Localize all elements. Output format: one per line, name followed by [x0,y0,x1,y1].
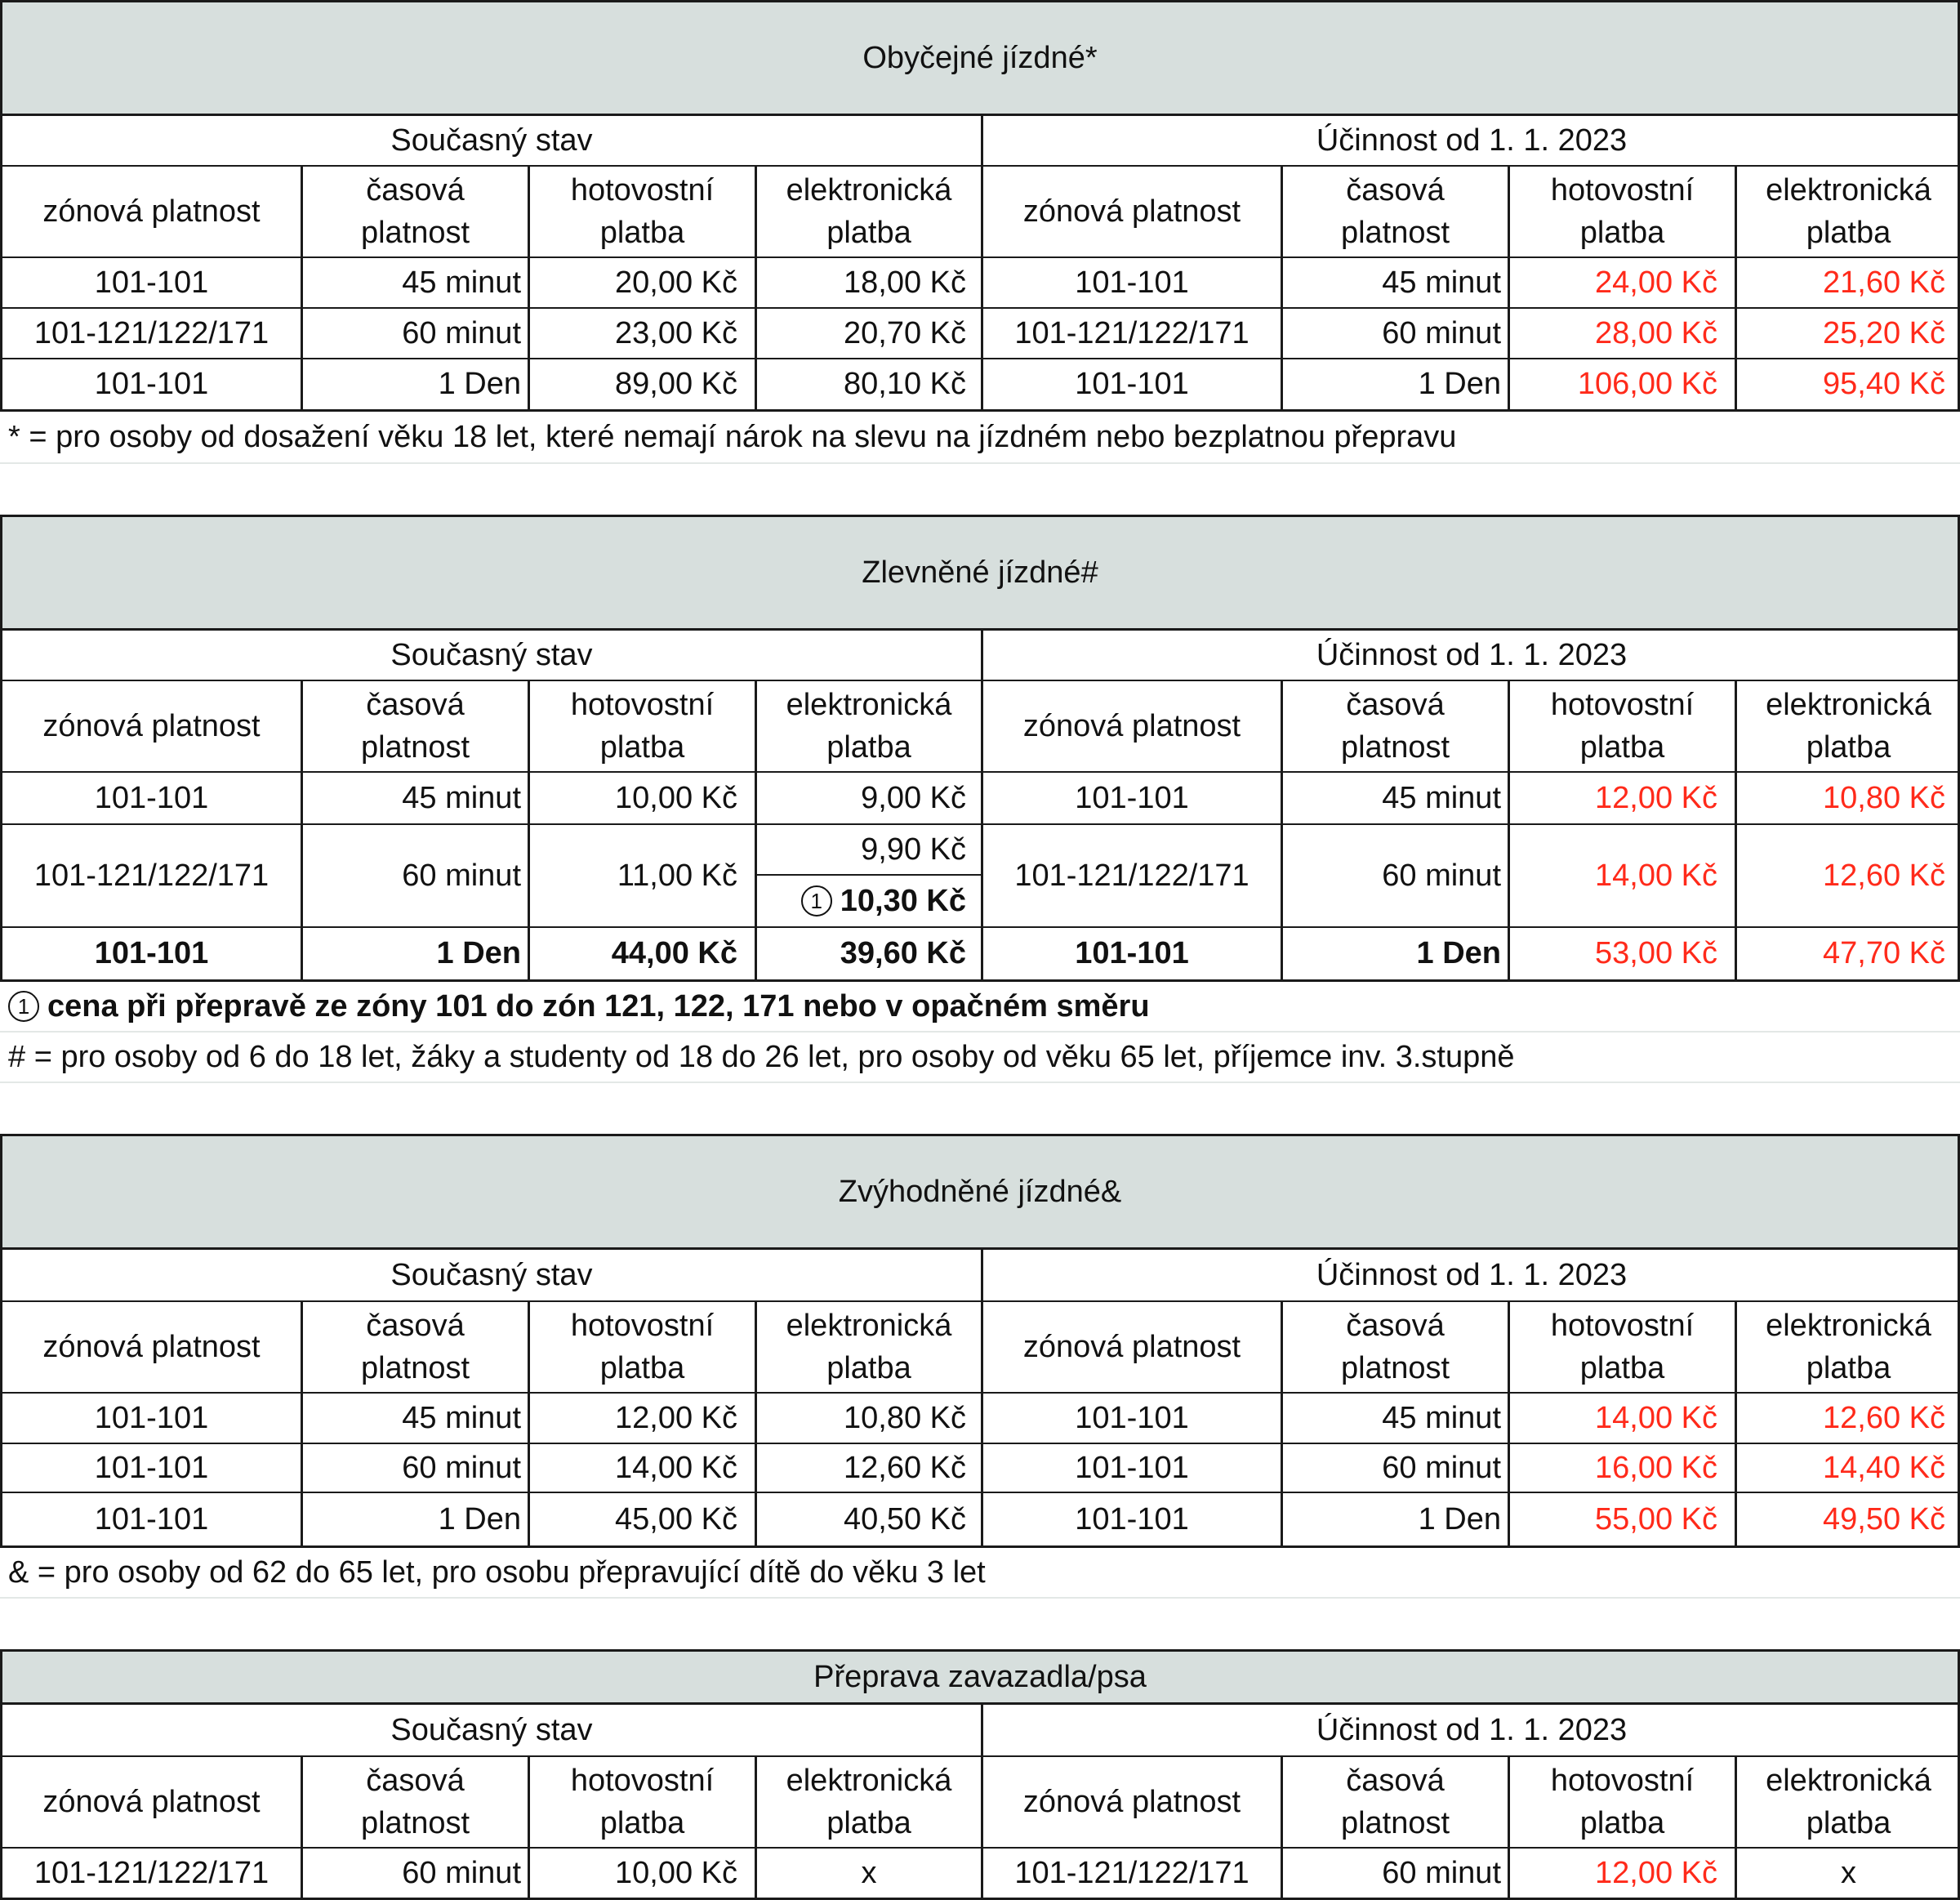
footnote-circled: 1 cena při přepravě ze zóny 101 do zón 121, 122, 171 nebo v opačném směru [0,982,1960,1033]
col-elec: elektronická platba [786,688,952,765]
group-current: Současný stav [390,637,593,672]
zone-cell: 101-121/122/171 [33,1855,270,1890]
col-cash: hotovostní platba [570,173,715,250]
elec-price-alt: 1 10,30 Kč [757,876,973,926]
time-cell: 60 minut [402,315,521,350]
zone-cell: 101-101 [94,936,209,970]
fare-table-zvyhodnene [0,1250,1960,1548]
col-zone: zónová platnost [1022,709,1241,743]
col-zone: zónová platnost [42,1785,261,1819]
new-cash-price: 14,00 Kč [1595,1400,1717,1435]
col-time: časová platnost [1340,1764,1450,1840]
cash-price: 89,00 Kč [615,367,737,401]
time-cell: 60 minut [402,858,521,893]
elec-price: 20,70 Kč [844,315,966,350]
new-elec-price: 21,60 Kč [1823,265,1945,300]
elec-price: 9,90 Kč [861,832,966,867]
footnote: * = pro osoby od dosažení věku 18 let, které nemají nárok na slevu na jízdném nebo bezplatnou přepravu [0,412,1960,464]
zone-cell: 101-101 [94,265,209,300]
col-elec: elektronická platba [1766,688,1931,765]
time-cell: 60 minut [402,1450,521,1485]
zone-cell: 101-121/122/171 [1014,1855,1250,1890]
zone-cell: 101-101 [94,780,209,815]
new-elec-price: x [1841,1855,1856,1890]
time-cell: 60 minut [1382,858,1501,893]
col-elec: elektronická platba [1766,173,1931,250]
col-zone: zónová platnost [42,1330,261,1364]
new-elec-price: 12,60 Kč [1823,1400,1945,1435]
fare-table-zavazadlo [0,1705,1960,1900]
group-current: Současný stav [390,1712,593,1747]
fare-table-zlevnene [0,631,1960,982]
elec-price: 40,50 Kč [844,1501,966,1537]
zone-cell: 101-121/122/171 [1014,315,1250,350]
group-current: Současný stav [390,1257,593,1292]
new-elec-price: 49,50 Kč [1823,1501,1945,1537]
circled-one-icon: 1 [801,885,832,917]
new-cash-price: 16,00 Kč [1595,1450,1717,1485]
group-effective: Účinnost od 1. 1. 2023 [1316,123,1628,158]
zone-cell: 101-101 [94,1400,209,1435]
new-elec-price: 25,20 Kč [1823,315,1945,350]
col-zone: zónová platnost [42,709,261,743]
time-cell: 1 Den [438,367,521,401]
new-elec-price: 47,70 Kč [1823,936,1945,970]
col-cash: hotovostní platba [570,688,715,765]
section-title: Zvýhodněné jízdné& [0,1134,1960,1250]
cash-price: 45,00 Kč [615,1501,737,1537]
time-cell: 45 minut [402,1400,521,1435]
zone-cell: 101-101 [1075,936,1189,970]
col-cash: hotovostní platba [1550,1764,1695,1840]
col-elec: elektronická platba [786,1309,952,1385]
new-cash-price: 55,00 Kč [1595,1501,1717,1537]
section-title: Obyčejné jízdné* [0,0,1960,116]
col-cash: hotovostní platba [1550,173,1695,250]
section-title: Zlevněné jízdné# [0,515,1960,631]
elec-price: 10,80 Kč [844,1400,966,1435]
col-zone: zónová platnost [1022,1330,1241,1364]
new-cash-price: 14,00 Kč [1595,858,1717,893]
time-cell: 45 minut [1382,1400,1501,1435]
group-effective: Účinnost od 1. 1. 2023 [1316,637,1628,672]
new-cash-price: 12,00 Kč [1595,1855,1717,1890]
new-elec-price: 10,80 Kč [1823,780,1945,815]
col-zone: zónová platnost [42,194,261,229]
new-cash-price: 24,00 Kč [1595,265,1717,300]
col-cash: hotovostní platba [1550,1309,1695,1385]
time-cell: 45 minut [1382,265,1501,300]
col-cash: hotovostní platba [1550,688,1695,765]
cash-price: 12,00 Kč [615,1400,737,1435]
zone-cell: 101-101 [1075,1501,1189,1537]
time-cell: 60 minut [1382,315,1501,350]
time-cell: 45 minut [1382,780,1501,815]
new-cash-price: 53,00 Kč [1595,936,1717,970]
zone-cell: 101-121/122/171 [33,315,270,350]
col-zone: zónová platnost [1022,1785,1241,1819]
elec-price: 80,10 Kč [844,367,966,401]
col-elec: elektronická platba [786,173,952,250]
cash-price: 10,00 Kč [615,1855,737,1890]
col-time: časová platnost [360,688,470,765]
new-elec-price: 12,60 Kč [1823,858,1945,893]
cash-price: 20,00 Kč [615,265,737,300]
elec-price: 9,00 Kč [861,780,966,815]
zone-cell: 101-101 [94,1501,209,1537]
col-time: časová platnost [360,1309,470,1385]
elec-price: 39,60 Kč [840,936,966,970]
new-elec-price: 95,40 Kč [1823,367,1945,401]
cash-price: 44,00 Kč [611,936,737,970]
cash-price: 14,00 Kč [615,1450,737,1485]
col-time: časová platnost [1340,688,1450,765]
zone-cell: 101-101 [1075,780,1189,815]
zone-cell: 101-101 [94,367,209,401]
time-cell: 60 minut [1382,1450,1501,1485]
col-elec: elektronická platba [1766,1764,1931,1840]
col-time: časová platnost [360,173,470,250]
zone-cell: 101-101 [1075,367,1189,401]
cash-price: 23,00 Kč [615,315,737,350]
zone-cell: 101-101 [1075,265,1189,300]
new-cash-price: 12,00 Kč [1595,780,1717,815]
col-time: časová platnost [1340,1309,1450,1385]
col-time: časová platnost [1340,173,1450,250]
elec-price: 18,00 Kč [844,265,966,300]
cash-price: 10,00 Kč [615,780,737,815]
elec-price: 12,60 Kč [844,1450,966,1485]
time-cell: 60 minut [1382,1855,1501,1890]
time-cell: 1 Den [1418,367,1501,401]
time-cell: 45 minut [402,780,521,815]
col-zone: zónová platnost [1022,194,1241,229]
footnote: # = pro osoby od 6 do 18 let, žáky a studenty od 18 do 26 let, pro osoby od věku 65 let, příjemce inv. 3.stupně [0,1033,1960,1083]
col-time: časová platnost [360,1764,470,1840]
group-effective: Účinnost od 1. 1. 2023 [1316,1712,1628,1747]
time-cell: 1 Den [438,1501,521,1537]
zone-cell: 101-121/122/171 [1014,858,1250,893]
group-effective: Účinnost od 1. 1. 2023 [1316,1257,1628,1292]
zone-cell: 101-101 [1075,1400,1189,1435]
blank-row [0,1599,1960,1651]
col-cash: hotovostní platba [570,1764,715,1840]
zone-cell: 101-101 [94,1450,209,1485]
time-cell: 60 minut [402,1855,521,1890]
time-cell: 1 Den [1418,1501,1501,1537]
blank-row [0,1083,1960,1135]
blank-row [0,464,1960,516]
time-cell: 45 minut [402,265,521,300]
fare-table-obycejne [0,116,1960,412]
zone-cell: 101-121/122/171 [33,858,270,893]
footnote: & = pro osoby od 62 do 65 let, pro osobu přepravující dítě do věku 3 let [0,1548,1960,1599]
section-title: Přeprava zavazadla/psa [0,1649,1960,1705]
elec-price: x [861,1855,877,1890]
col-elec: elektronická platba [1766,1309,1931,1385]
time-cell: 1 Den [1416,936,1501,970]
col-elec: elektronická platba [786,1764,952,1840]
zone-cell: 101-101 [1075,1450,1189,1485]
cash-price: 11,00 Kč [617,858,737,893]
new-cash-price: 106,00 Kč [1577,367,1717,401]
group-current: Současný stav [390,123,593,158]
new-elec-price: 14,40 Kč [1823,1450,1945,1485]
new-cash-price: 28,00 Kč [1595,315,1717,350]
circled-one-icon: 1 [8,991,39,1022]
col-cash: hotovostní platba [570,1309,715,1385]
time-cell: 1 Den [436,936,521,970]
